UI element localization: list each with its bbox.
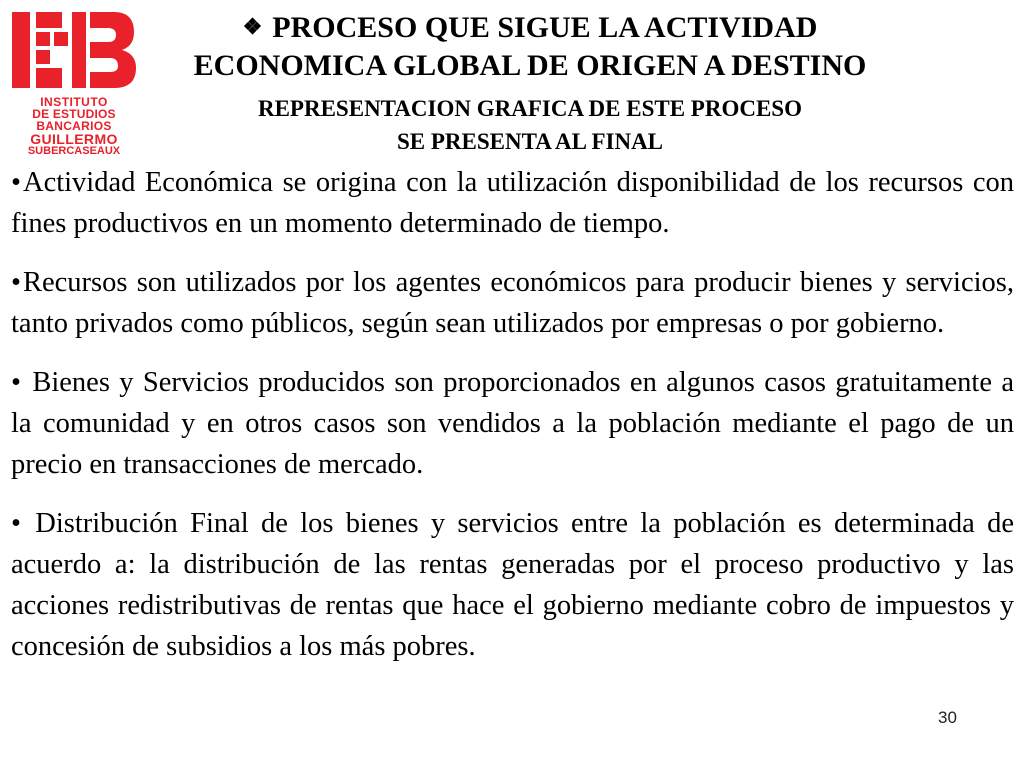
logo-line: BANCARIOS bbox=[36, 119, 112, 133]
body-paragraph bbox=[11, 362, 1014, 485]
bullet-dot-icon: • bbox=[11, 508, 21, 539]
bullet-dot-icon: • bbox=[11, 167, 21, 198]
logo-line: GUILLERMO bbox=[30, 131, 118, 147]
subtitle-line-2: SE PRESENTA AL FINAL bbox=[396, 129, 664, 154]
slide-title bbox=[140, 8, 920, 85]
bullet-dot-icon: • bbox=[11, 267, 21, 298]
paragraph-text: Actividad Económica se origina con la utilización disponibilidad de los recursos con fines productivos en un momento determinado de tiempo. bbox=[11, 167, 1014, 239]
title-line-1 bbox=[140, 8, 920, 47]
body-paragraph bbox=[11, 162, 1014, 244]
logo-line: DE ESTUDIOS bbox=[32, 107, 116, 121]
page-number: 30 bbox=[938, 708, 957, 727]
logo-mark-icon bbox=[10, 10, 138, 96]
body-paragraph bbox=[11, 262, 1014, 344]
paragraph-text: Recursos son utilizados por los agentes económicos para producir bienes y servicios, tanto privados como públicos, según sean utilizados por empresas o por gobierno. bbox=[11, 267, 1014, 339]
title-line-2: ECONOMICA GLOBAL DE ORIGEN A DESTINO bbox=[193, 49, 867, 82]
title-text-1: PROCESO QUE SIGUE LA ACTIVIDAD bbox=[272, 11, 818, 44]
institute-logo bbox=[10, 10, 138, 160]
diamond-bullet-icon: ❖ bbox=[242, 14, 263, 39]
logo-line: SUBERCASEAUX bbox=[27, 145, 121, 157]
logo-wordmark bbox=[10, 96, 138, 157]
body-paragraph bbox=[11, 503, 1014, 667]
slide-body bbox=[11, 162, 1014, 685]
paragraph-text: Distribución Final de los bienes y servicios entre la población es determinada de acuerdo a: la distribución de las rentas generadas por el proceso productivo y las acciones redistributivas de rentas que hace el gobierno mediante cobro de impuestos y concesión de subsidios a los más pobres. bbox=[11, 508, 1014, 662]
slide-subtitle bbox=[140, 92, 920, 158]
paragraph-text: Bienes y Servicios producidos son proporcionados en algunos casos gratuitamente a la comunidad y en otros casos son vendidos a la población mediante el pago de un precio en transacciones de mercado. bbox=[11, 367, 1014, 480]
logo-line: INSTITUTO bbox=[40, 95, 108, 109]
bullet-dot-icon: • bbox=[11, 367, 21, 398]
subtitle-line-1: REPRESENTACION GRAFICA DE ESTE PROCESO bbox=[257, 96, 802, 121]
